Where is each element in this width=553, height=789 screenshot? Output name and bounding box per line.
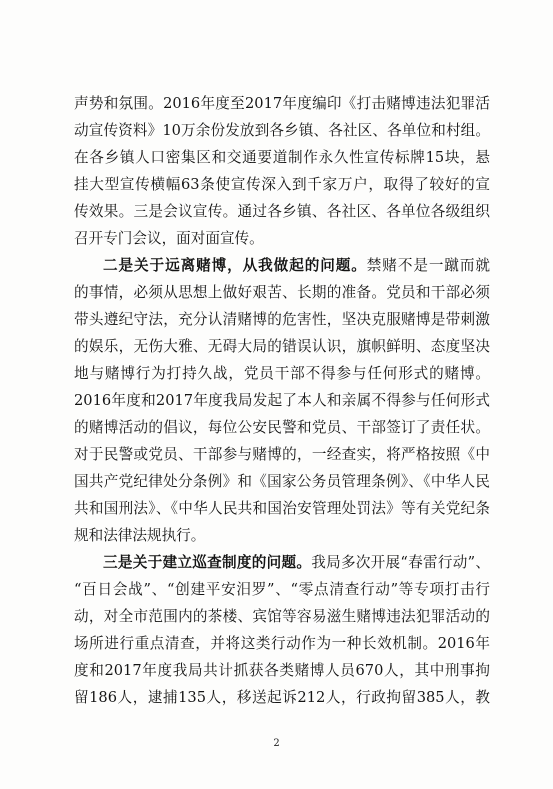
- paragraph-line: 动，对全市范围内的茶楼、宾馆等容易滋生赌博违法犯罪活动的: [74, 608, 490, 625]
- paragraph-line: “百日会战”、“创建平安汨罗”、“零点清查行动”等专项打击行: [74, 581, 490, 598]
- paragraph-line: 的赌博活动的倡议，每位公安民警和党员、干部签订了责任状。: [74, 419, 490, 436]
- paragraph-text: 我局多次开展“春雷行动”、: [311, 554, 490, 571]
- paragraph-text: 禁赌不是一蹴而就: [366, 257, 490, 274]
- section-heading-line: [74, 549, 490, 576]
- document-body: [74, 90, 490, 711]
- paragraph-line: 地与赌博行为打持久战，党员干部不得参与任何形式的赌博。: [74, 365, 490, 382]
- paragraph-line: 在各乡镇人口密集区和交通要道制作永久性宣传标牌15块，悬: [74, 149, 490, 166]
- paragraph-line: 场所进行重点清查，并将这类行动作为一种长效机制。2016年: [74, 635, 490, 652]
- paragraph-line: 动宣传资料》10万余份发放到各乡镇、各社区、各单位和村组。: [74, 122, 490, 139]
- paragraph-line: 规和法律法规执行。: [74, 527, 206, 544]
- paragraph-line: 度和2017年度我局共计抓获各类赌博人员670人，其中刑事拘: [74, 662, 490, 679]
- section-heading-line: [74, 252, 490, 279]
- paragraph-line: 2016年度和2017年度我局发起了本人和亲属不得参与任何形式: [74, 392, 490, 409]
- paragraph-line: 留186人，逮捕135人，移送起诉212人，行政拘留385人，教: [74, 689, 490, 706]
- paragraph-line: 共和国刑法》、《中华人民共和国治安管理处罚法》等有关党纪条: [74, 500, 490, 517]
- paragraph-line: 传效果。三是会议宣传。通过各乡镇、各社区、各单位各级组织: [74, 203, 490, 220]
- paragraph-line: 对于民警或党员、干部参与赌博的，一经查实，将严格按照《中: [74, 446, 490, 463]
- paragraph-line: 挂大型宣传横幅63条使宣传深入到千家万户，取得了较好的宣: [74, 176, 490, 193]
- paragraph-line: 带头遵纪守法，充分认清赌博的危害性，坚决克服赌博是带刺激: [74, 311, 490, 328]
- paragraph-line: 国共产党纪律处分条例》和《国家公务员管理条例》、《中华人民: [74, 473, 490, 490]
- section-heading-2: 二是关于远离赌博，从我做起的问题。: [103, 257, 367, 274]
- paragraph-line: 的事情，必须从思想上做好艰苦、长期的准备。党员和干部必须: [74, 284, 490, 301]
- paragraph-line: 声势和氛围。2016年度至2017年度编印《打击赌博违法犯罪活: [74, 95, 490, 112]
- paragraph-line: 的娱乐，无伤大雅、无碍大局的错误认识，旗帜鲜明、态度坚决: [74, 338, 490, 355]
- paragraph-line: 召开专门会议，面对面宣传。: [74, 230, 264, 247]
- page-number: 2: [273, 738, 280, 749]
- section-heading-3: 三是关于建立巡查制度的问题。: [103, 554, 312, 571]
